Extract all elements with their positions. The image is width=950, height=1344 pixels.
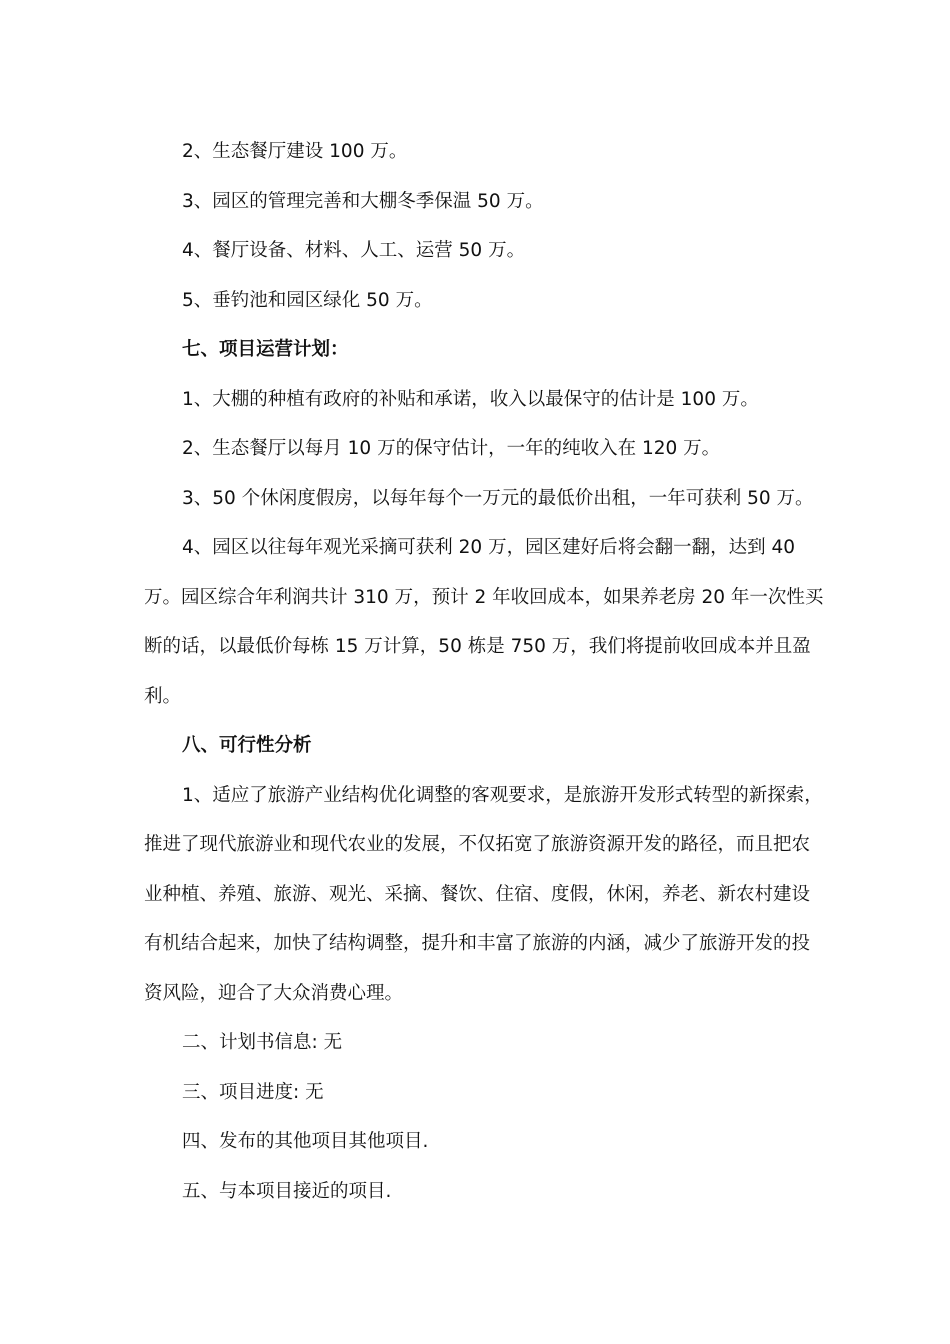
paragraph-other-projects: 四、发布的其他项目其他项目. bbox=[182, 1131, 429, 1152]
paragraph-operations-item-1: 1、大棚的种植有政府的补贴和承诺，收入以最保守的估计是 100 万。 bbox=[182, 388, 759, 410]
paragraph-budget-item-2: 2、生态餐厅建设 100 万。 bbox=[182, 141, 408, 162]
paragraph-budget-item-4: 4、餐厅设备、材料、人工、运营 50 万。 bbox=[182, 240, 526, 261]
paragraph-project-progress: 三、项目进度: 无 bbox=[182, 1081, 324, 1103]
paragraph-feasibility-item-1: 1、适应了旅游产业结构优化调整的客观要求，是旅游开发形式转型的新探索，推进了现代旅游业和现代农业的发展，不仅拓宽了旅游资源开发的路径，而且把农业种植、养殖、旅游、观光、采摘、餐饮、住宿、度假，休闲，养老、新农村建设有机结合起来，加快了结构调整，提升和丰富了旅游的内涵，减少了旅游开发的投资风险，迎合了大众消费心理。 bbox=[144, 784, 823, 1004]
paragraph-plan-info: 二、计划书信息: 无 bbox=[182, 1032, 343, 1053]
paragraph-budget-item-5: 5、垂钓池和园区绿化 50 万。 bbox=[182, 289, 433, 311]
paragraph-operations-item-4: 4、园区以往每年观光采摘可获利 20 万，园区建好后将会翻一翻，达到 40 万。园区综合年利润共计 310 万，预计 2 年收回成本，如果养老房 20 年一次性买断的话，以最低价每栋 15 万计算，50 栋是 750 万，我们将提前收回成本并且盈利。 bbox=[144, 537, 824, 707]
section-heading-operations-plan: 七、项目运营计划： bbox=[182, 339, 349, 360]
paragraph-budget-item-3: 3、园区的管理完善和大棚冬季保温 50 万。 bbox=[182, 190, 544, 212]
paragraph-operations-item-3: 3、50 个休闲度假房，以每年每个一万元的最低价出租，一年可获利 50 万。 bbox=[182, 487, 814, 509]
paragraph-related-projects: 五、与本项目接近的项目. bbox=[182, 1180, 392, 1202]
document-body bbox=[144, 127, 824, 1216]
section-heading-feasibility: 八、可行性分析 bbox=[182, 735, 312, 756]
paragraph-operations-item-2: 2、生态餐厅以每月 10 万的保守估计，一年的纯收入在 120 万。 bbox=[182, 438, 721, 459]
